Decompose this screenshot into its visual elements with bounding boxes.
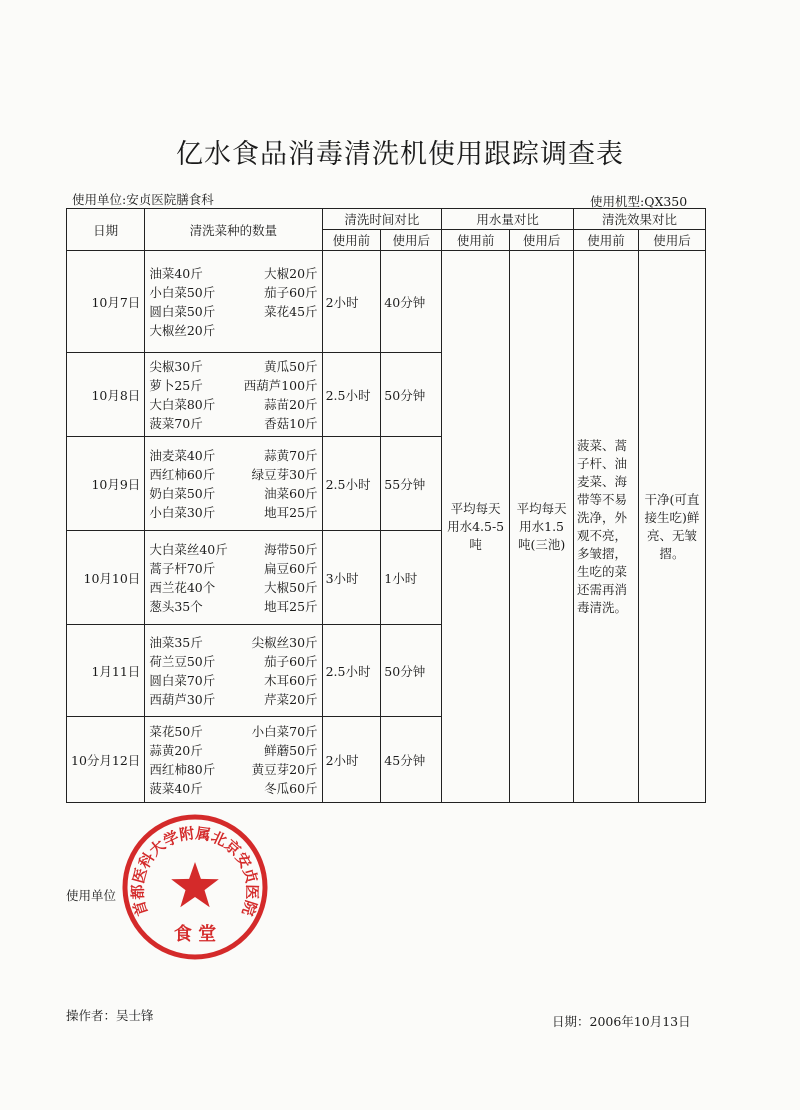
veg-item: 绿豆芽30斤 bbox=[251, 466, 318, 482]
veg-item: 黄瓜50斤 bbox=[264, 358, 318, 374]
veg-item: 油菜35斤 bbox=[149, 634, 203, 650]
row-time-before: 2.5小时 bbox=[322, 437, 381, 531]
veg-item: 菜花50斤 bbox=[149, 723, 203, 739]
veg-item: 西葫芦30斤 bbox=[149, 691, 216, 707]
header-date: 日期 bbox=[67, 209, 145, 251]
veg-item: 大白菜丝40斤 bbox=[149, 541, 228, 557]
unit-label: 使用单位:安贞医院膳食科 bbox=[72, 192, 214, 207]
header-veg: 清洗菜种的数量 bbox=[145, 209, 322, 251]
veg-item: 大椒50斤 bbox=[264, 579, 318, 595]
row-time-after: 50分钟 bbox=[381, 353, 442, 437]
row-time-before: 3小时 bbox=[322, 531, 381, 625]
row-date: 10月8日 bbox=[67, 353, 145, 437]
water-before-cell: 平均每天用水4.5-5吨 bbox=[442, 251, 510, 803]
veg-item: 蒜黄20斤 bbox=[149, 742, 203, 758]
veg-item: 菜花45斤 bbox=[264, 303, 318, 319]
row-time-after: 50分钟 bbox=[381, 625, 442, 717]
row-time-after: 1小时 bbox=[381, 531, 442, 625]
veg-item: 西红柿60斤 bbox=[149, 466, 216, 482]
veg-item: 香菇10斤 bbox=[264, 415, 318, 431]
sign-unit-label: 使用单位 bbox=[66, 888, 117, 903]
header-effect-compare: 清洗效果对比 bbox=[574, 209, 706, 230]
row-date: 10月7日 bbox=[67, 251, 145, 353]
effect-after-cell: 干净(可直接生吃)鲜亮、无皱摺。 bbox=[638, 251, 705, 803]
veg-item: 海带50斤 bbox=[264, 541, 318, 557]
veg-item: 葱头35个 bbox=[149, 598, 203, 614]
row-vegetables bbox=[145, 353, 322, 437]
model-label: 使用机型:QX350 bbox=[590, 194, 688, 209]
header-water-before: 使用前 bbox=[442, 230, 510, 251]
row-vegetables bbox=[145, 437, 322, 531]
official-seal bbox=[120, 812, 270, 962]
veg-item: 扁豆60斤 bbox=[264, 560, 318, 576]
date-label: 日期：2006年10月13日 bbox=[552, 1014, 691, 1029]
header-water-after: 使用后 bbox=[510, 230, 574, 251]
header-time-compare: 清洗时间对比 bbox=[322, 209, 442, 230]
header-time-before: 使用前 bbox=[322, 230, 381, 251]
seal-text: 首都医科大学附属北京安贞医院 bbox=[128, 824, 262, 918]
veg-item: 菠菜70斤 bbox=[149, 415, 203, 431]
row-time-after: 45分钟 bbox=[381, 717, 442, 803]
veg-item: 西红柿80斤 bbox=[149, 761, 216, 777]
veg-item: 冬瓜60斤 bbox=[264, 780, 318, 796]
table-row bbox=[67, 251, 706, 353]
row-time-before: 2.5小时 bbox=[322, 625, 381, 717]
veg-item: 西葫芦100斤 bbox=[243, 377, 318, 393]
veg-item: 茄子60斤 bbox=[264, 284, 318, 300]
veg-item: 圆白菜70斤 bbox=[149, 672, 216, 688]
header-effect-after: 使用后 bbox=[638, 230, 705, 251]
header-effect-before: 使用前 bbox=[574, 230, 639, 251]
veg-item: 小白菜70斤 bbox=[251, 723, 318, 739]
row-time-before: 2小时 bbox=[322, 717, 381, 803]
veg-item: 鲜蘑50斤 bbox=[264, 742, 318, 758]
water-after-cell: 平均每天用水1.5吨(三池) bbox=[510, 251, 574, 803]
veg-item: 油麦菜40斤 bbox=[149, 447, 216, 463]
veg-item: 蒜黄70斤 bbox=[264, 447, 318, 463]
veg-item: 荷兰豆50斤 bbox=[149, 653, 216, 669]
row-time-after: 55分钟 bbox=[381, 437, 442, 531]
row-time-before: 2.5小时 bbox=[322, 353, 381, 437]
veg-item: 大白菜80斤 bbox=[149, 396, 216, 412]
veg-item: 蒜苗20斤 bbox=[264, 396, 318, 412]
row-time-after: 40分钟 bbox=[381, 251, 442, 353]
veg-item: 地耳25斤 bbox=[264, 598, 318, 614]
seal-bottom-text: 食 堂 bbox=[173, 924, 217, 945]
veg-item: 油菜60斤 bbox=[264, 485, 318, 501]
row-date: 1月11日 bbox=[67, 625, 145, 717]
row-date: 10分月12日 bbox=[67, 717, 145, 803]
row-date: 10月10日 bbox=[67, 531, 145, 625]
operator-label: 操作者：吴士锋 bbox=[66, 1008, 154, 1023]
veg-item: 木耳60斤 bbox=[264, 672, 318, 688]
veg-item: 油菜40斤 bbox=[149, 265, 203, 281]
veg-item: 尖椒30斤 bbox=[149, 358, 203, 374]
row-date: 10月9日 bbox=[67, 437, 145, 531]
veg-item: 茄子60斤 bbox=[264, 653, 318, 669]
veg-item: 大椒丝20斤 bbox=[149, 322, 216, 338]
veg-item: 奶白菜50斤 bbox=[149, 485, 216, 501]
veg-item: 萝卜25斤 bbox=[149, 377, 203, 393]
header-water-compare: 用水量对比 bbox=[442, 209, 574, 230]
veg-item: 圆白菜50斤 bbox=[149, 303, 216, 319]
row-vegetables bbox=[145, 531, 322, 625]
veg-item: 大椒20斤 bbox=[264, 265, 318, 281]
veg-item: 小白菜50斤 bbox=[149, 284, 216, 300]
row-vegetables bbox=[145, 251, 322, 353]
veg-item: 黄豆芽20斤 bbox=[251, 761, 318, 777]
veg-item: 芹菜20斤 bbox=[264, 691, 318, 707]
row-vegetables bbox=[145, 625, 322, 717]
veg-item: 西兰花40个 bbox=[149, 579, 216, 595]
veg-item: 尖椒丝30斤 bbox=[251, 634, 318, 650]
header-time-after: 使用后 bbox=[381, 230, 442, 251]
veg-item: 小白菜30斤 bbox=[149, 504, 216, 520]
tracking-table bbox=[66, 208, 706, 803]
veg-item: 菠菜40斤 bbox=[149, 780, 203, 796]
row-time-before: 2小时 bbox=[322, 251, 381, 353]
effect-before-cell: 菠菜、蒿子杆、油麦菜、海带等不易洗净，外观不亮，多皱摺，生吃的菜还需再消毒清洗。 bbox=[574, 251, 639, 803]
star-icon bbox=[171, 862, 219, 907]
page-title: 亿水食品消毒清洗机使用跟踪调查表 bbox=[176, 139, 624, 170]
row-vegetables bbox=[145, 717, 322, 803]
veg-item: 地耳25斤 bbox=[264, 504, 318, 520]
veg-item: 蒿子杆70斤 bbox=[149, 560, 216, 576]
